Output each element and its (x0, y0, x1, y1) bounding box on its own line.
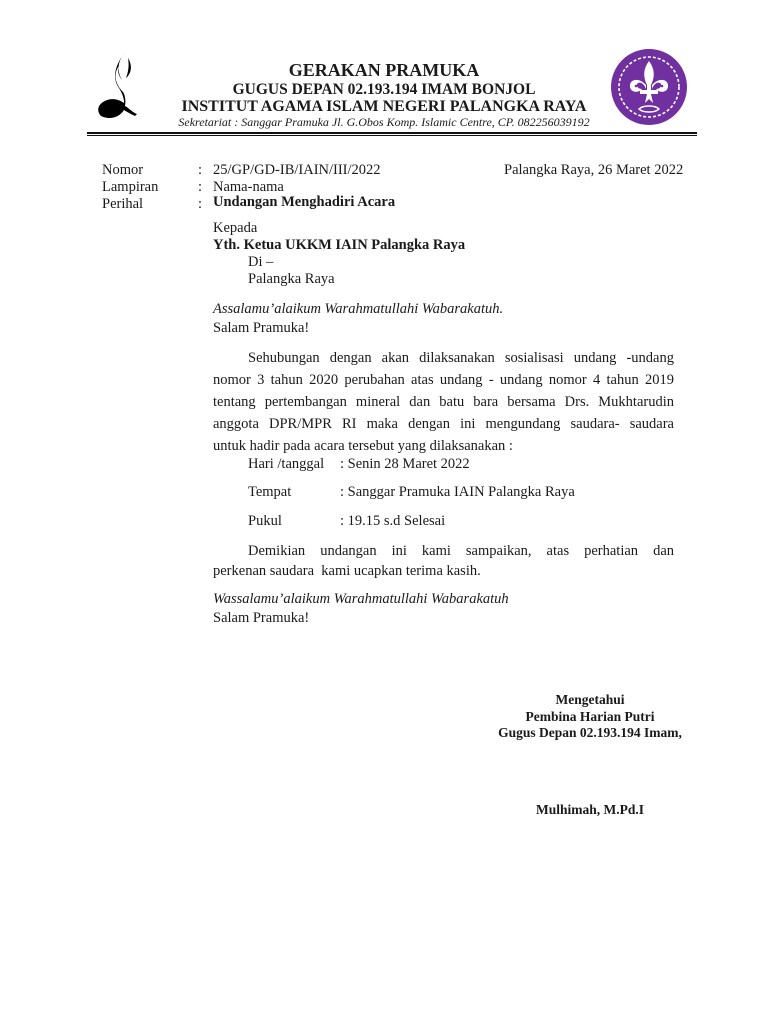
body-paragraph-1 (213, 347, 674, 457)
kepada-label: Kepada (213, 220, 258, 236)
detail-label-day: Hari /tanggal (248, 456, 325, 472)
lampiran-value: Nama-nama (213, 179, 284, 195)
body-p1-line: Sehubungan dengan akan dilaksanakan sosialisasi undang -undang (248, 350, 674, 366)
nomor-colon: : (198, 162, 203, 178)
body-p1-line: nomor 3 tahun 2020 perubahan atas undang - undang nomor 4 tahun 2019 (213, 372, 674, 388)
recipient-city: Palangka Raya (248, 271, 335, 287)
nomor-value: 25/GP/GD-IB/IAIN/III/2022 (213, 162, 381, 178)
perihal-value: Undangan Menghadiri Acara (213, 194, 396, 210)
recipient-name: Yth. Ketua UKKM IAIN Palangka Raya (213, 237, 466, 253)
detail-label-time: Pukul (248, 513, 282, 529)
opening-greeting: Assalamu’alaikum Warahmatullahi Wabarakatuh. (213, 301, 504, 317)
body-paragraph-2 (213, 541, 674, 581)
salam-pramuka-closing: Salam Pramuka! (213, 610, 310, 626)
detail-label-place: Tempat (248, 484, 292, 500)
signature-position: Pembina Harian Putri (525, 709, 655, 724)
body-p1-line: untuk hadir pada acara tersebut yang dilaksanakan : (213, 438, 513, 454)
detail-value-day: : Senin 28 Maret 2022 (340, 456, 470, 472)
body-p1-line: anggota DPR/MPR RI maka dengan ini mengundang saudara- saudara (213, 416, 674, 432)
detail-value-time: : 19.15 s.d Selesai (340, 513, 446, 529)
signature-mengetahui: Mengetahui (555, 692, 625, 707)
signatory-name: Mulhimah, M.Pd.I (535, 802, 644, 817)
perihal-colon: : (198, 196, 203, 212)
salam-pramuka-opening: Salam Pramuka! (213, 320, 310, 336)
lampiran-label: Lampiran (102, 179, 159, 195)
institution-name: INSTITUT AGAMA ISLAM NEGERI PALANGKA RAYA (181, 98, 587, 115)
perihal-label: Perihal (102, 196, 144, 212)
lampiran-colon: : (198, 179, 203, 195)
body-p2-line: Demikian undangan ini kami sampaikan, atas perhatian dan (248, 543, 674, 559)
body-p2-line: perkenan saudara kami ucapkan terima kasih. (213, 563, 481, 579)
header-divider (87, 132, 697, 136)
closing-salutation: Wassalamu’alaikum Warahmatullahi Wabarakatuh (213, 591, 509, 607)
recipient-di: Di – (248, 254, 274, 270)
world-scout-emblem-icon (609, 47, 689, 127)
org-name: GERAKAN PRAMUKA (288, 60, 480, 80)
nomor-label: Nomor (102, 162, 144, 178)
place-date: Palangka Raya, 26 Maret 2022 (504, 162, 684, 178)
secretariat-address: Sekretariat : Sanggar Pramuka Jl. G.Obos Komp. Islamic Centre, CP. 082256039192 (178, 115, 590, 129)
body-p1-line: tentang pertembangan mineral dan batu bara bersama Drs. Mukhtarudin (213, 394, 674, 410)
detail-value-place: : Sanggar Pramuka IAIN Palangka Raya (340, 484, 575, 500)
unit-name: GUGUS DEPAN 02.193.194 IMAM BONJOL (232, 81, 536, 98)
signature-unit: Gugus Depan 02.193.194 Imam, (498, 725, 682, 740)
